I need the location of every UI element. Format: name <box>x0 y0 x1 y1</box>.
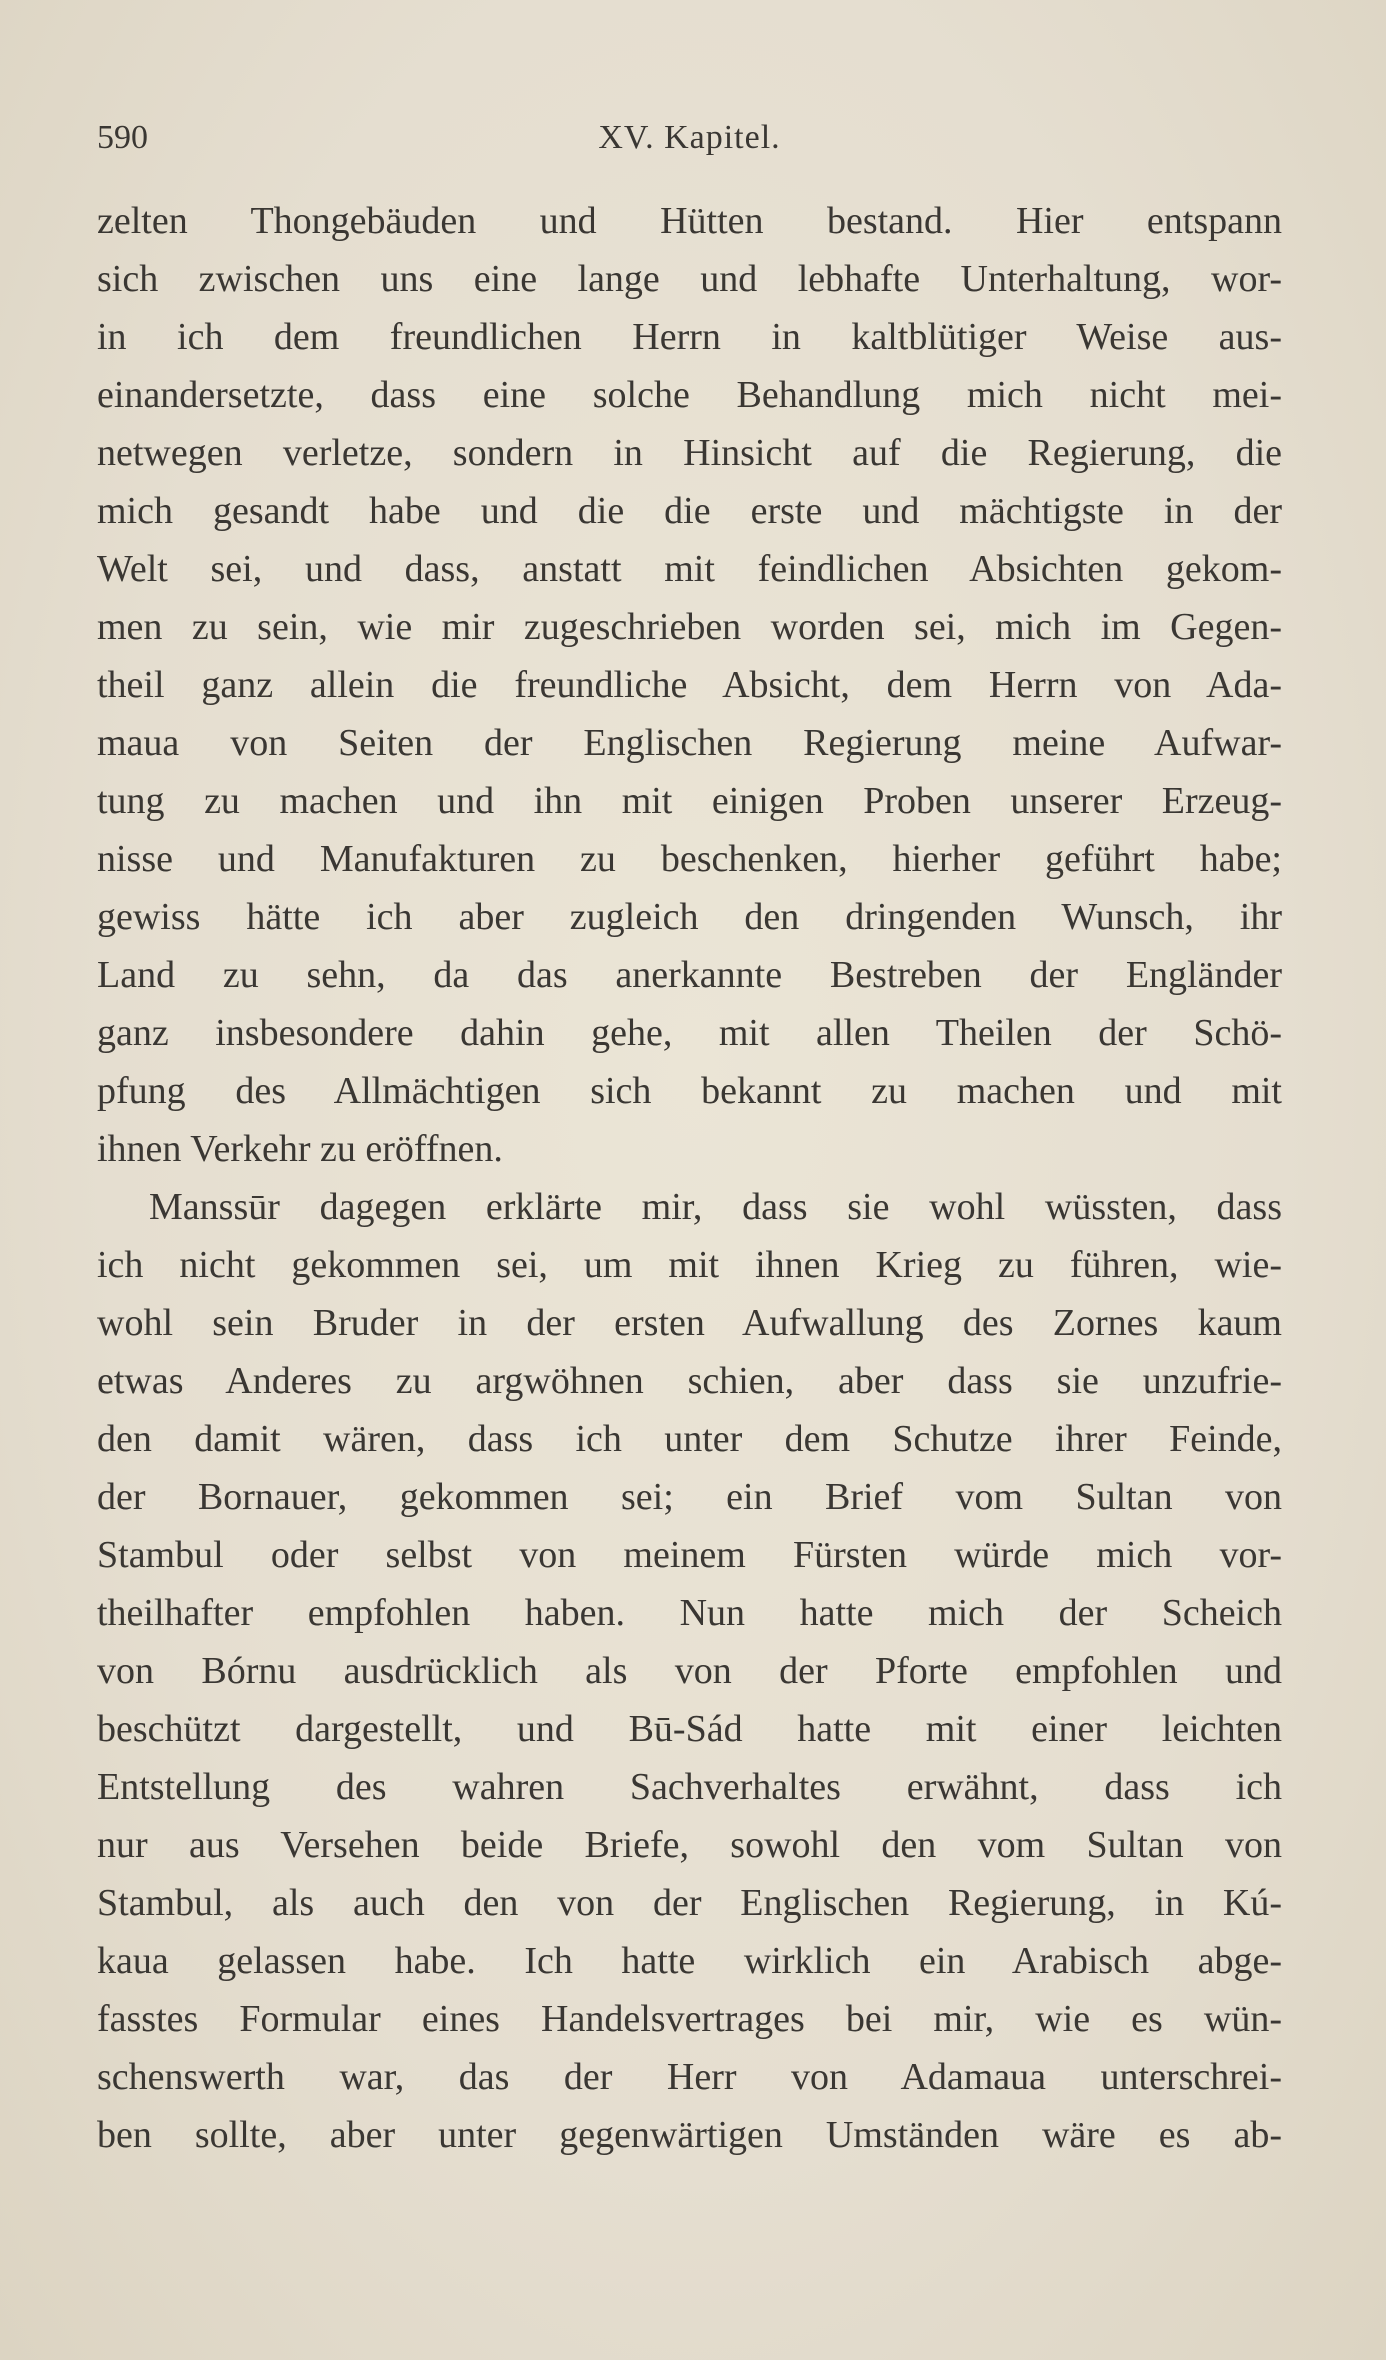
text-line: zelten Thongebäuden und Hütten bestand. Hier entspann <box>97 200 1282 242</box>
text-line: nur aus Versehen beide Briefe, sowohl den vom Sultan von <box>97 1824 1282 1866</box>
text-line: nisse und Manufakturen zu beschenken, hierher geführt habe; <box>97 838 1282 880</box>
text-line: netwegen verletze, sondern in Hinsicht auf die Regierung, die <box>97 432 1282 474</box>
text-line: wohl sein Bruder in der ersten Aufwallung des Zornes kaum <box>97 1302 1282 1344</box>
paragraph <box>97 1178 1282 2164</box>
text-line: Land zu sehn, da das anerkannte Bestreben der Engländer <box>97 954 1282 996</box>
text-line: tung zu machen und ihn mit einigen Proben unserer Erzeug- <box>97 780 1282 822</box>
text-line: Welt sei, und dass, anstatt mit feindlichen Absichten gekom- <box>97 548 1282 590</box>
body-text <box>97 192 1282 2164</box>
text-line: theil ganz allein die freundliche Absicht, dem Herrn von Ada- <box>97 664 1282 706</box>
text-line: Stambul, als auch den von der Englischen Regierung, in Kú- <box>97 1882 1282 1924</box>
text-line: ich nicht gekommen sei, um mit ihnen Krieg zu führen, wie- <box>97 1244 1282 1286</box>
text-line: von Bórnu ausdrücklich als von der Pforte empfohlen und <box>97 1650 1282 1692</box>
running-head: XV. Kapitel. <box>598 119 781 156</box>
text-line: den damit wären, dass ich unter dem Schutze ihrer Feinde, <box>97 1418 1282 1460</box>
text-line: ganz insbesondere dahin gehe, mit allen Theilen der Schö- <box>97 1012 1282 1054</box>
text-line: sich zwischen uns eine lange und lebhafte Unterhaltung, wor- <box>97 258 1282 300</box>
text-line: etwas Anderes zu argwöhnen schien, aber dass sie unzufrie- <box>97 1360 1282 1402</box>
text-line: pfung des Allmächtigen sich bekannt zu machen und mit <box>97 1070 1282 1112</box>
text-line: Manssūr dagegen erklärte mir, dass sie wohl wüssten, dass <box>149 1186 1282 1228</box>
text-line: beschützt dargestellt, und Bū-Sád hatte mit einer leichten <box>97 1708 1282 1750</box>
paragraph <box>97 192 1282 1178</box>
text-line: men zu sein, wie mir zugeschrieben worden sei, mich im Gegen- <box>97 606 1282 648</box>
text-line: mich gesandt habe und die die erste und mächtigste in der <box>97 490 1282 532</box>
text-line: maua von Seiten der Englischen Regierung meine Aufwar- <box>97 722 1282 764</box>
text-line: in ich dem freundlichen Herrn in kaltblütiger Weise aus- <box>97 316 1282 358</box>
text-line: kaua gelassen habe. Ich hatte wirklich ein Arabisch abge- <box>97 1940 1282 1982</box>
text-line: einandersetzte, dass eine solche Behandlung mich nicht mei- <box>97 374 1282 416</box>
text-line: gewiss hätte ich aber zugleich den dringenden Wunsch, ihr <box>97 896 1282 938</box>
text-line: theilhafter empfohlen haben. Nun hatte mich der Scheich <box>97 1592 1282 1634</box>
text-line: der Bornauer, gekommen sei; ein Brief vom Sultan von <box>97 1476 1282 1518</box>
page-number: 590 <box>97 119 148 156</box>
text-line: Entstellung des wahren Sachverhaltes erwähnt, dass ich <box>97 1766 1282 1808</box>
text-line: Stambul oder selbst von meinem Fürsten würde mich vor- <box>97 1534 1282 1576</box>
text-line: fasstes Formular eines Handelsvertrages bei mir, wie es wün- <box>97 1998 1282 2040</box>
page-header <box>97 112 1282 164</box>
text-line: ben sollte, aber unter gegenwärtigen Umständen wäre es ab- <box>97 2114 1282 2156</box>
text-line: schenswerth war, das der Herr von Adamaua unterschrei- <box>97 2056 1282 2098</box>
text-line: ihnen Verkehr zu eröffnen. <box>97 1128 503 1170</box>
